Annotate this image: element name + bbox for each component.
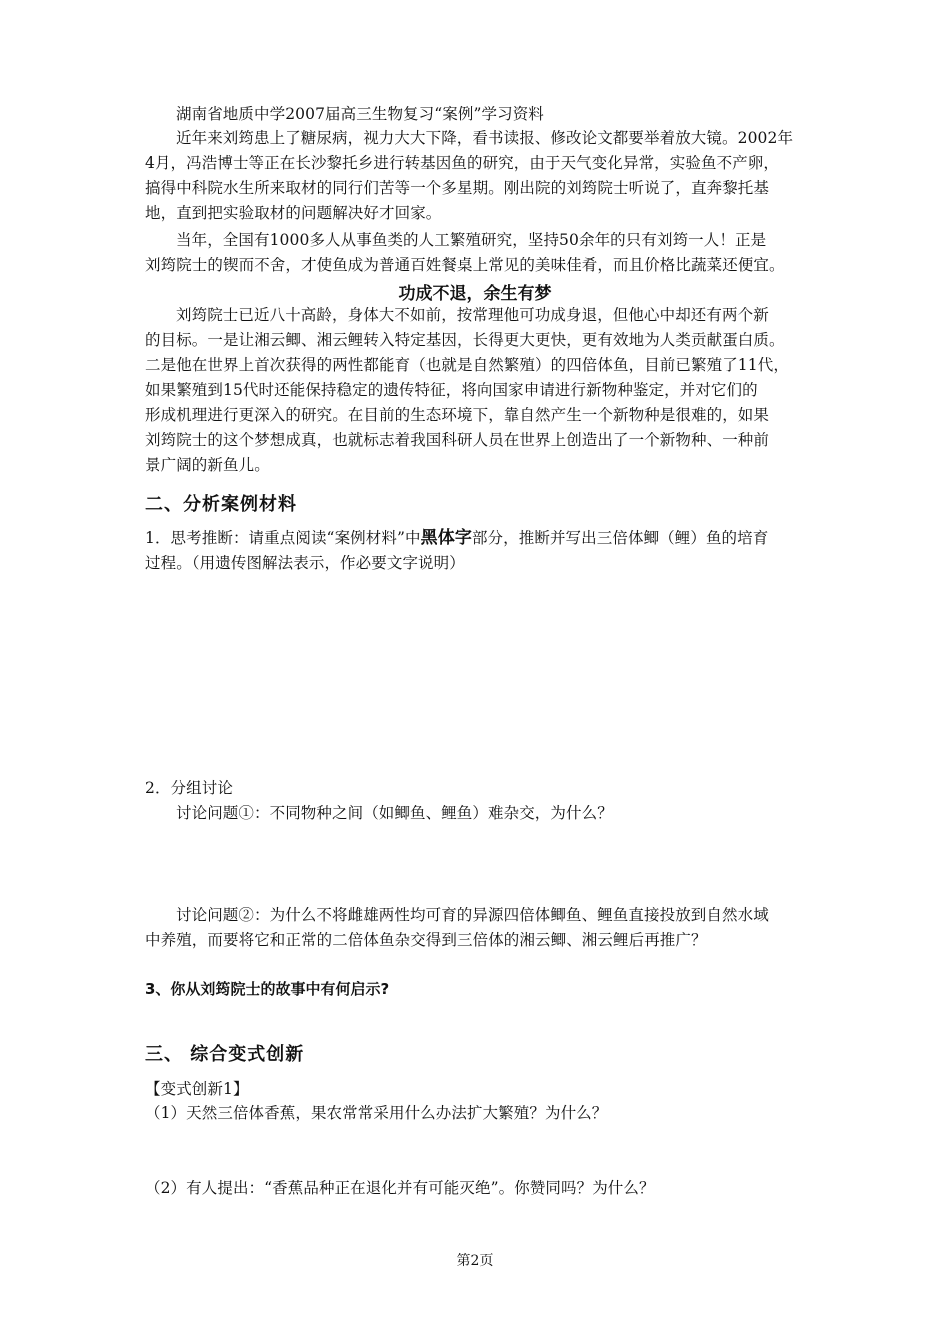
- para1-line-2: 4月，冯浩博士等正在长沙黎托乡进行转基因鱼的研究，由于天气变化异常，实验鱼不产卵，: [145, 154, 779, 172]
- section-2-heading: 二、分析案例材料: [145, 494, 297, 515]
- section-subtitle: 功成不退，余生有梦: [398, 284, 552, 304]
- variant-label: 【变式创新1】: [145, 1080, 249, 1098]
- para2-line-2: 刘筠院士的锲而不舍，才使鱼成为普通百姓餐桌上常见的美味佳肴，而且价格比蔬菜还便宜。: [145, 256, 785, 274]
- para3-line-1: 刘筠院士已近八十高龄，身体大不如前，按常理他可功成身退，但他心中却还有两个新: [176, 306, 769, 324]
- variant-item-1: （1）天然三倍体香蕉，果农常常采用什么办法扩大繁殖？为什么？: [145, 1104, 608, 1122]
- para3-line-7: 景广阔的新鱼儿。: [145, 456, 270, 474]
- question-1: [145, 526, 825, 550]
- para1-line-3: 搞得中科院水生所来取材的同行们苦等一个多星期。刚出院的刘筠院士听说了，直奔黎托基: [145, 179, 770, 197]
- discussion-2-line-1: 讨论问题②：为什么不将雌雄两性均可育的异源四倍体鲫鱼、鲤鱼直接投放到自然水域: [176, 906, 769, 924]
- section-3-heading: 三、 综合变式创新: [145, 1044, 305, 1065]
- document-header: 湖南省地质中学2007届高三生物复习“案例”学习资料: [176, 105, 544, 123]
- variant-item-2: （2）有人提出：“香蕉品种正在退化并有可能灭绝”。你赞同吗？为什么？: [145, 1179, 655, 1197]
- para3-line-4: 如果繁殖到15代时还能保持稳定的遗传特征，将向国家申请进行新物种鉴定，并对它们的: [145, 381, 758, 399]
- question-1-prefix: 1．思考推断：请重点阅读“案例材料”中: [145, 529, 421, 547]
- para3-line-2: 的目标。一是让湘云鲫、湘云鲤转入特定基因，长得更大更快，更有效地为人类贡献蛋白质。: [145, 331, 785, 349]
- question-1-bold: 黑体字: [420, 528, 472, 548]
- question-1-line-2: 过程。（用遗传图解法表示，作必要文字说明）: [145, 554, 465, 572]
- discussion-1: 讨论问题①：不同物种之间（如鲫鱼、鲤鱼）难杂交，为什么？: [176, 804, 613, 822]
- para1-line-1: 近年来刘筠患上了糖尿病，视力大大下降，看书读报、修改论文都要举着放大镜。2002年: [176, 129, 794, 147]
- question-3: 3、你从刘筠院士的故事中有何启示?: [145, 980, 390, 998]
- para3-line-6: 刘筠院士的这个梦想成真，也就标志着我国科研人员在世界上创造出了一个新物种、一种前: [145, 431, 770, 449]
- question-2: 2．分组讨论: [145, 779, 233, 797]
- page-number: 第2页: [456, 1253, 494, 1269]
- question-1-suffix: 部分，推断并写出三倍体鲫（鲤）鱼的培育: [471, 529, 769, 547]
- para3-line-5: 形成机理进行更深入的研究。在目前的生态环境下，靠自然产生一个新物种是很难的，如果: [145, 406, 770, 424]
- para1-line-4: 地，直到把实验取材的问题解决好才回家。: [145, 204, 442, 222]
- para3-line-3: 二是他在世界上首次获得的两性都能育（也就是自然繁殖）的四倍体鱼，目前已繁殖了11代，: [145, 356, 789, 374]
- discussion-2-line-2: 中养殖，而要将它和正常的二倍体鱼杂交得到三倍体的湘云鲫、湘云鲤后再推广？: [145, 931, 707, 949]
- para2-line-1: 当年，全国有1000多人从事鱼类的人工繁殖研究，坚持50余年的只有刘筠一人！正是: [176, 231, 767, 249]
